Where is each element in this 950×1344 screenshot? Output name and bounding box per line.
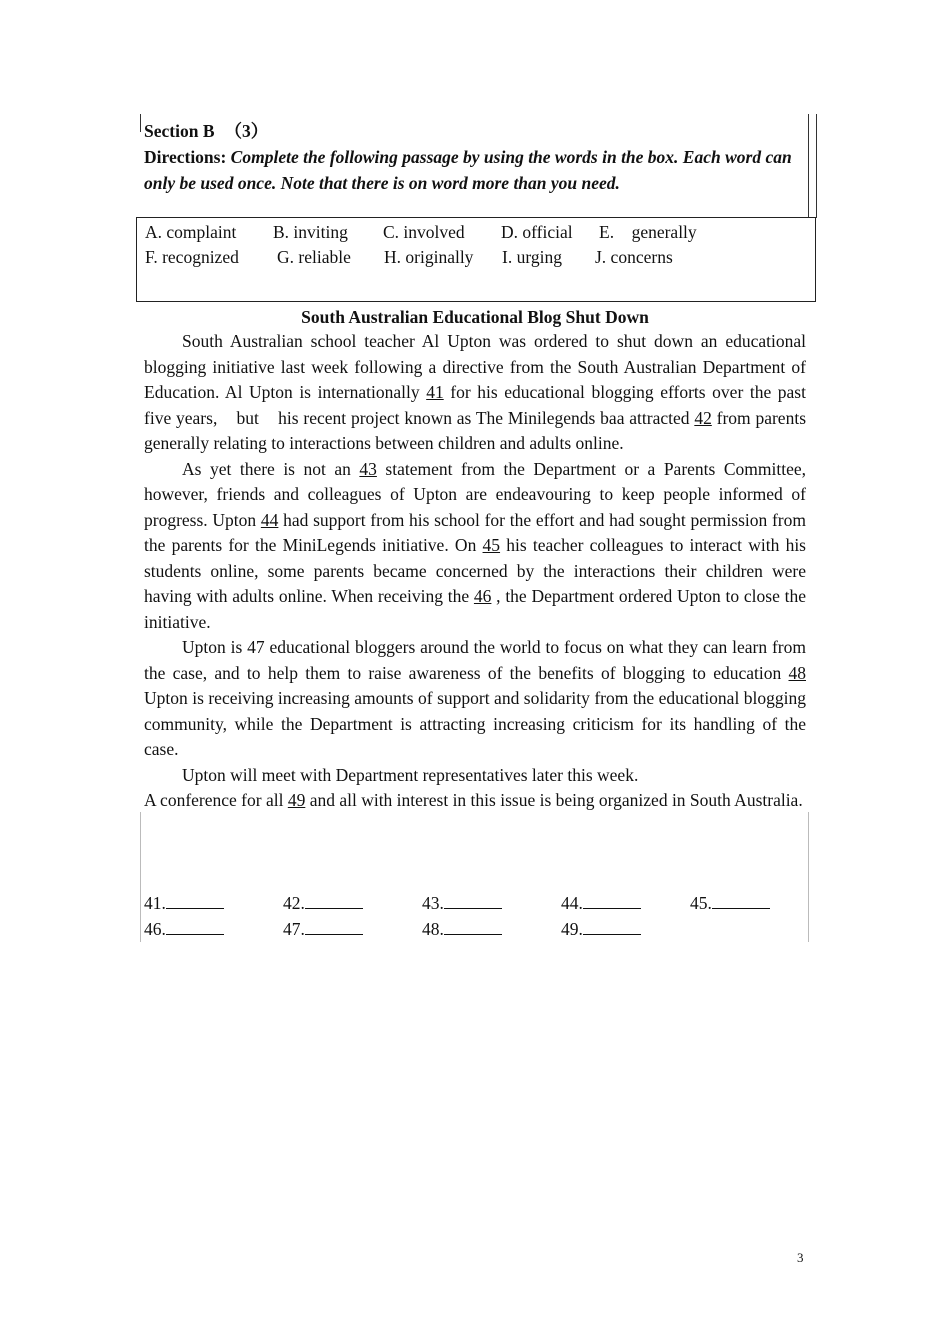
answer-row: [144, 890, 806, 916]
right-rule-line: [808, 114, 809, 218]
word-option: G. reliable: [277, 247, 351, 267]
answer-blank[interactable]: 47.: [283, 916, 363, 942]
right-rule-line: [808, 812, 809, 942]
blank-42: 42: [694, 407, 712, 428]
word-option: I. urging: [502, 247, 562, 267]
blank-48: 48: [788, 662, 806, 683]
directions-text: Complete the following passage by using the words in the box. Each word can only be used once. Note that there is on word more than you need.: [144, 147, 792, 193]
answer-blank[interactable]: 48.: [422, 916, 502, 942]
section-title: Section B （3）: [144, 121, 269, 141]
directions: [144, 144, 804, 196]
section-header: [144, 118, 804, 196]
word-option: C. involved: [383, 222, 465, 242]
answer-blank[interactable]: 44.: [561, 890, 641, 916]
blank-41: 41: [426, 382, 444, 402]
directions-label: Directions:: [144, 147, 227, 167]
word-option: E. generally: [599, 222, 697, 242]
word-option: D. official: [501, 222, 573, 242]
passage-title: South Australian Educational Blog Shut Down: [301, 307, 649, 327]
right-rule-line: [816, 114, 817, 218]
answer-blank[interactable]: 49.: [561, 916, 641, 942]
paragraph: Upton is 47 educational bloggers around the world to focus on what they can learn from the case, and to help them to raise awareness of the benefits of blogging to education 48 Upton is receiving increasing amounts of support and solidarity from the educational blogging community, while the Department is attracting increasing criticism for its handling of the case.: [144, 637, 806, 759]
word-option: H. originally: [384, 247, 474, 267]
paragraph: A conference for all 49 and all with interest in this issue is being organized in South Australia.: [144, 790, 803, 810]
section-score: （3）: [224, 121, 269, 141]
left-rule-line: [140, 812, 141, 942]
answer-row: [144, 916, 806, 942]
word-option: B. inviting: [273, 222, 348, 242]
answer-blank[interactable]: 43.: [422, 890, 502, 916]
word-option: A. complaint: [145, 222, 237, 242]
answer-lines: [144, 890, 806, 942]
blank-49: 49: [287, 790, 306, 810]
page-number: 3: [797, 1250, 804, 1265]
answer-blank[interactable]: 42.: [283, 890, 363, 916]
blank-45: 45: [482, 535, 501, 555]
paragraph: Upton will meet with Department representatives later this week.: [182, 764, 639, 785]
answer-blank[interactable]: 45.: [690, 890, 770, 916]
word-option: F. recognized: [145, 247, 239, 267]
word-bank-box: [136, 217, 816, 302]
paragraph: South Australian school teacher Al Upton was ordered to shut down an educational blogging initiative last week following a directive from the South Australian Department of Education. Al Upton is internationally 41 for his educational blogging efforts over the past five years, but his recent project known as The Minilegends baa attracted 42 from parents generally relating to interactions between children and adults online.: [144, 331, 811, 453]
answer-blank[interactable]: 46.: [144, 916, 224, 942]
left-rule-line: [140, 114, 141, 132]
paragraph: As yet there is not an 43 statement from the Department or a Parents Committee, however, friends and colleagues of Upton are endeavouring to keep people informed of progress. Upton 44 had support from his school for the effort and had sought permission from the parents for the MiniLegends initiative. On 45 his teacher colleagues to interact with his students online, some parents became concerned by the interactions their children were having with adults online. When receiving the 46 , the Department ordered Upton to close the initiative.: [144, 458, 806, 632]
passage-body: [144, 329, 811, 814]
word-option: J. concerns: [595, 247, 673, 267]
answer-blank[interactable]: 41.: [144, 890, 224, 916]
blank-44: 44: [260, 509, 279, 530]
blank-43: 43: [359, 458, 377, 479]
blank-46: 46: [473, 586, 492, 606]
